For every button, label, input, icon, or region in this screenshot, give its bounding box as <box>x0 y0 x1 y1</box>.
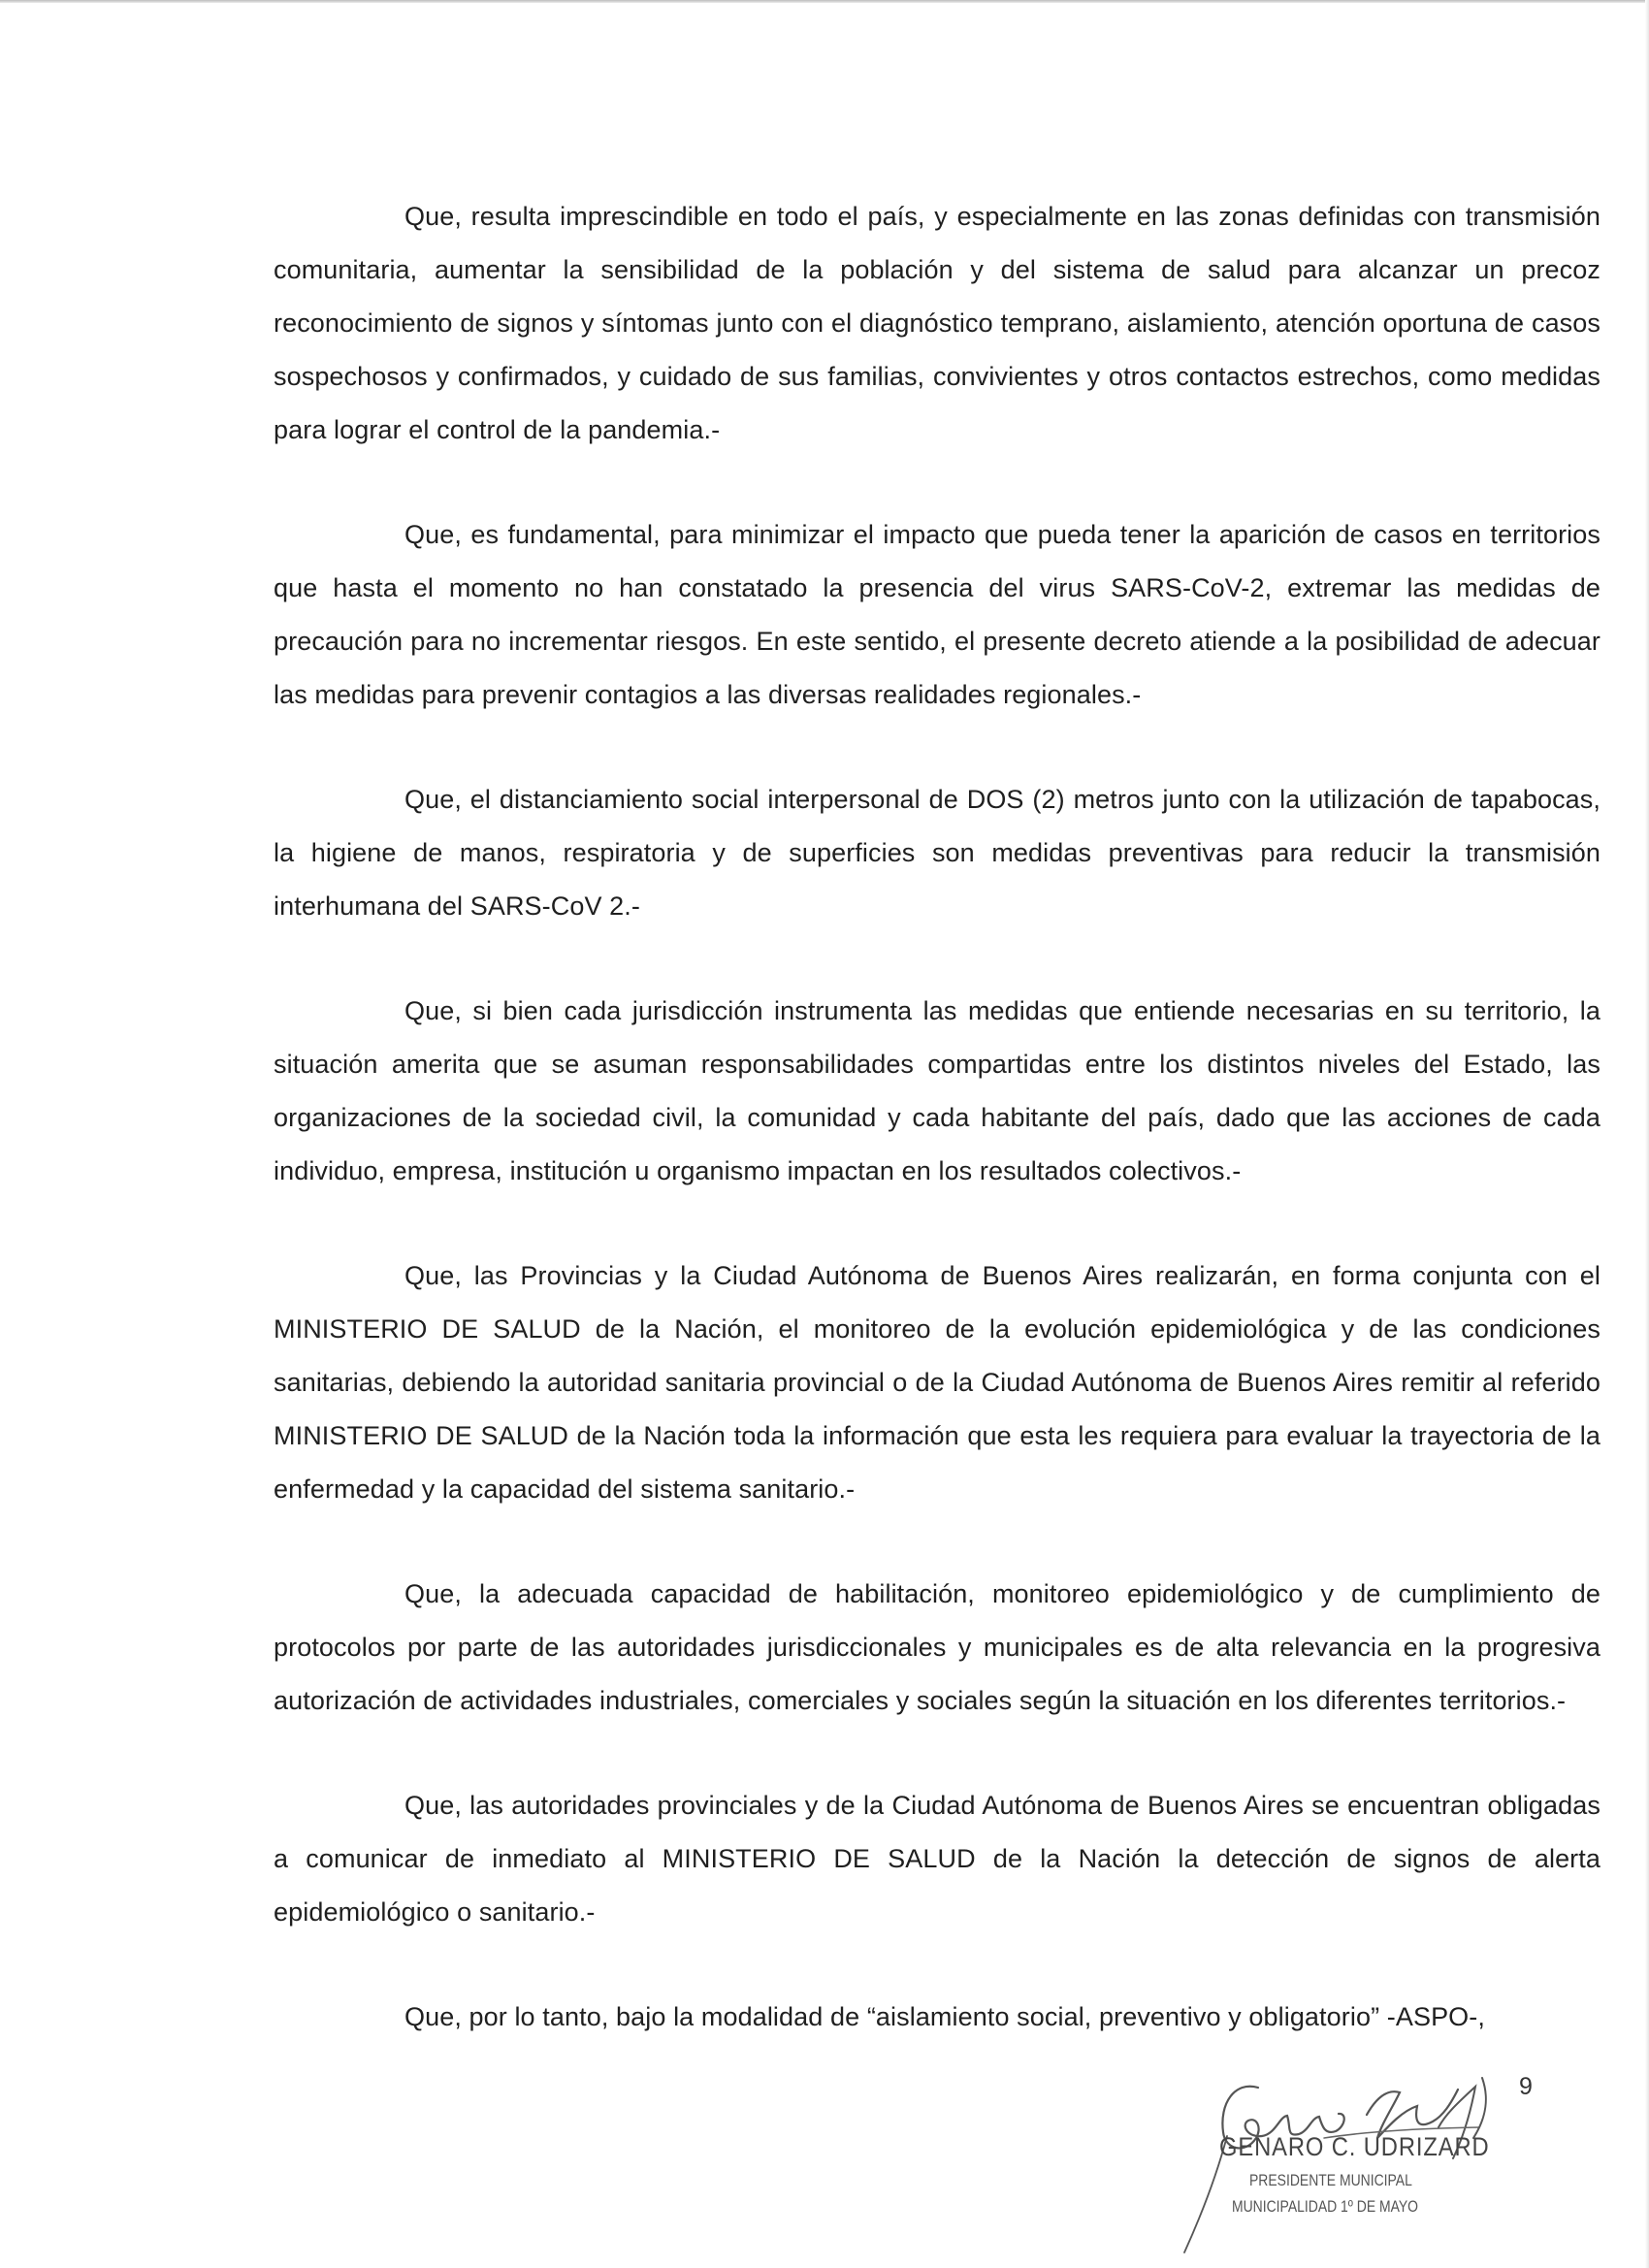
paragraph-8: Que, por lo tanto, bajo la modalidad de “aislamiento social, preventivo y obligatorio” -ASPO-, <box>404 2002 1485 2031</box>
paragraph-6: Que, la adecuada capacidad de habilitación, monitoreo epidemiológico y de cumplimiento de protocolos por parte de las autoridades jurisdiccionales y municipales es de alta relevancia en la progresiva autorización de actividades industriales, comerciales y sociales según la situación en los diferentes territorios.- <box>274 1579 1600 1715</box>
signatory-organization: MUNICIPALIDAD 1º DE MAYO <box>1232 2197 1419 2216</box>
page-number: 9 <box>1519 2073 1533 2100</box>
scan-top-edge <box>0 0 1649 3</box>
paragraph-1: Que, resulta imprescindible en todo el país, y especialmente en las zonas definidas con transmisión comunitaria, aumentar la sensibilidad de la población y del sistema de salud para alcanzar un precoz reconocimiento de signos y síntomas junto con el diagnóstico temprano, aislamiento, atención oportuna de casos sospechosos y confirmados, y cuidado de sus familias, convivientes y otros contactos estrechos, como medidas para lograr el control de la pandemia.- <box>274 202 1600 444</box>
signatory-title: PRESIDENTE MUNICIPAL <box>1249 2171 1412 2189</box>
signature-stamp <box>1179 2057 1528 2260</box>
paragraph-2: Que, es fundamental, para minimizar el impacto que pueda tener la aparición de casos en territorios que hasta el momento no han constatado la presencia del virus SARS-CoV-2, extremar las medidas de precaución para no incrementar riesgos. En este sentido, el presente decreto atiende a la posibilidad de adecuar las medidas para prevenir contagios a las diversas realidades regionales.- <box>274 520 1600 709</box>
paragraph-4: Que, si bien cada jurisdicción instrumenta las medidas que entiende necesarias en su territorio, la situación amerita que se asuman responsabilidades compartidas entre los distintos niveles del Estado, las organizaciones de la sociedad civil, la comunidad y cada habitante del país, dado que las acciones de cada individuo, empresa, institución u organismo impactan en los resultados colectivos.- <box>274 996 1600 1185</box>
document-body <box>274 190 1600 2095</box>
paragraph-3: Que, el distanciamiento social interpersonal de DOS (2) metros junto con la utilización de tapabocas, la higiene de manos, respiratoria y de superficies son medidas preventivas para reducir la transmisión interhumana del SARS-CoV 2.- <box>274 785 1600 921</box>
signatory-name: GENARO C. UDRIZARD <box>1219 2132 1490 2161</box>
paragraph-5: Que, las Provincias y la Ciudad Autónoma de Buenos Aires realizarán, en forma conjunta con el MINISTERIO DE SALUD de la Nación, el monitoreo de la evolución epidemiológica y de las condiciones sanitarias, debiendo la autoridad sanitaria provincial o de la Ciudad Autónoma de Buenos Aires remitir al referido MINISTERIO DE SALUD de la Nación toda la información que esta les requiera para evaluar la trayectoria de la enfermedad y la capacidad del sistema sanitario.- <box>274 1261 1600 1504</box>
scan-right-edge <box>1645 0 1649 2268</box>
paragraph-7: Que, las autoridades provinciales y de la Ciudad Autónoma de Buenos Aires se encuentran obligadas a comunicar de inmediato al MINISTERIO DE SALUD de la Nación la detección de signos de alerta epidemiológico o sanitario.- <box>274 1791 1600 1927</box>
